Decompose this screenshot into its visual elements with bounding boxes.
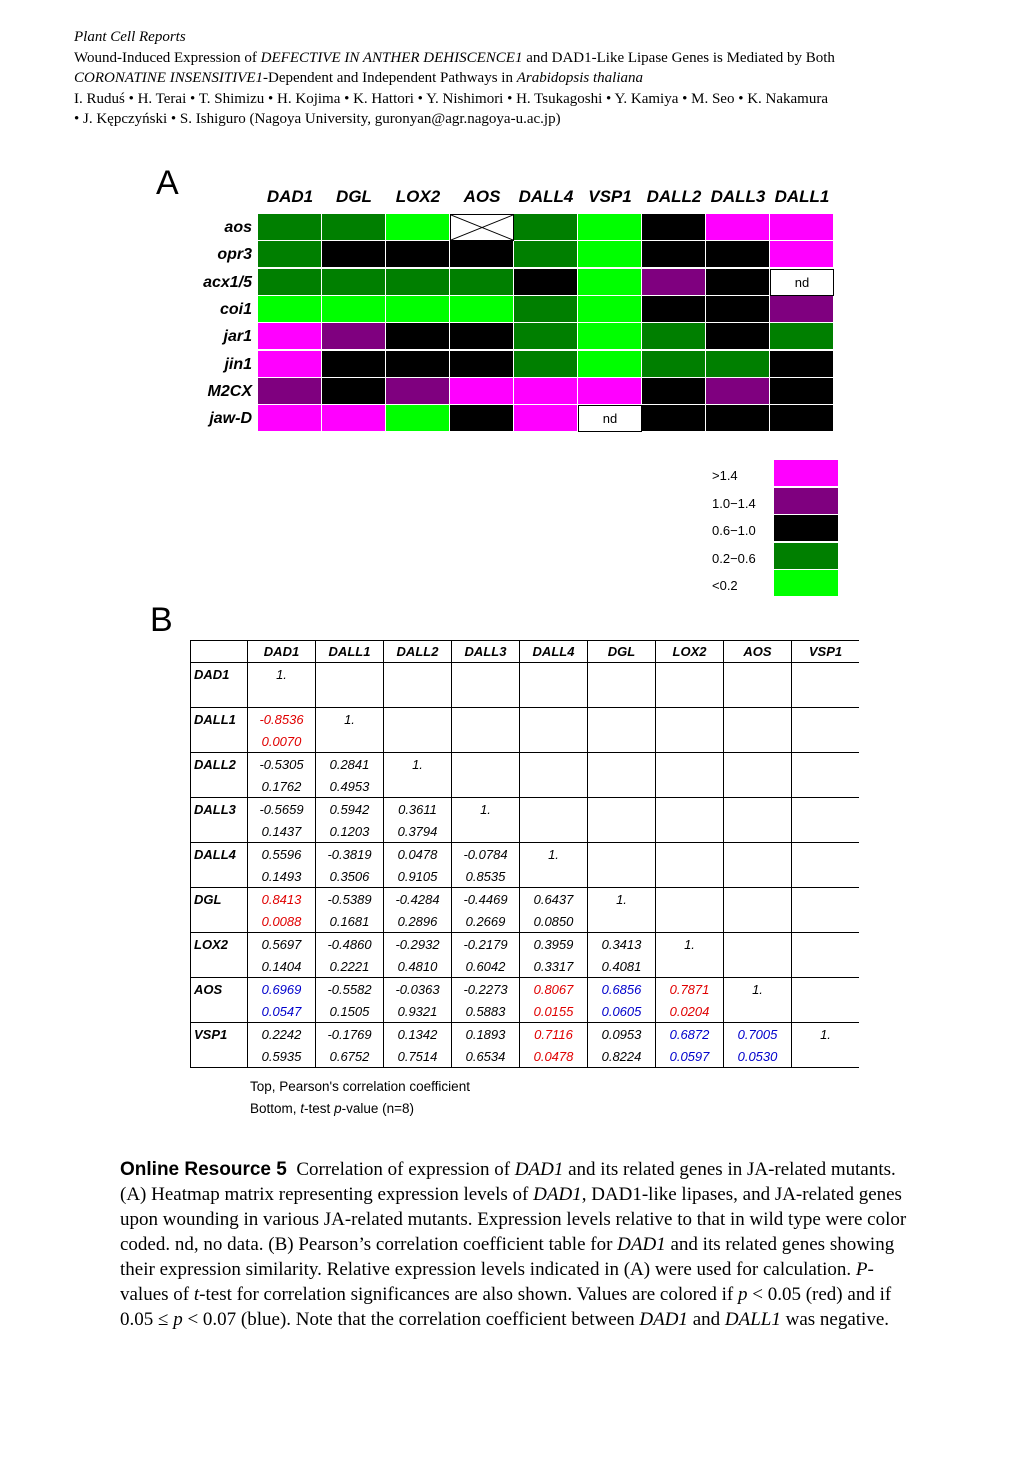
- heatmap-row-header: M2CX: [207, 382, 252, 400]
- empty-cell: [724, 775, 792, 798]
- heatmap-cell: [450, 296, 514, 323]
- p-value: [316, 730, 384, 753]
- p-value: 0.1493: [248, 865, 316, 888]
- correlation-coefficient: 0.5942: [316, 798, 384, 821]
- journal-name: Plant Cell Reports: [74, 29, 186, 45]
- empty-cell: [724, 955, 792, 978]
- heatmap-cell: [386, 241, 450, 268]
- empty-cell: [792, 978, 860, 1001]
- heatmap-cell: [386, 378, 450, 405]
- table-note-bottom: Bottom, t-test p-value (n=8): [250, 1101, 414, 1116]
- empty-cell: [520, 685, 588, 708]
- panel-a-letter: A: [156, 164, 179, 202]
- heatmap-cell: [706, 241, 770, 268]
- correlation-coefficient: 1.: [656, 933, 724, 956]
- heatmap-cell: [706, 351, 770, 378]
- table-column-header: DGL: [588, 641, 656, 663]
- correlation-coefficient: 1.: [520, 843, 588, 866]
- p-value: 0.0155: [520, 1000, 588, 1023]
- p-value: 0.0547: [248, 1000, 316, 1023]
- heatmap-cell: [514, 351, 578, 378]
- heatmap-cell: [450, 269, 514, 296]
- empty-cell: [520, 663, 588, 686]
- heatmap-cell: [322, 323, 386, 350]
- heatmap-row-header: aos: [224, 219, 252, 236]
- p-value: 0.0850: [520, 910, 588, 933]
- legend-label: >1.4: [712, 468, 738, 483]
- empty-cell: [520, 708, 588, 731]
- correlation-coefficient: 1.: [588, 888, 656, 911]
- p-value: 0.3506: [316, 865, 384, 888]
- p-value: 0.0088: [248, 910, 316, 933]
- heatmap-cell: [322, 296, 386, 323]
- empty-cell: [724, 865, 792, 888]
- empty-cell: [588, 843, 656, 866]
- empty-cell: [384, 685, 452, 708]
- legend-label: <0.2: [712, 578, 738, 593]
- heatmap-column-header: DAD1: [266, 187, 314, 206]
- table-row-header: DAD1: [191, 663, 248, 708]
- empty-cell: [792, 865, 860, 888]
- heatmap-cell: [322, 378, 386, 405]
- table-note-top: Top, Pearson's correlation coefficient: [250, 1079, 470, 1094]
- p-value: 0.2221: [316, 955, 384, 978]
- authors-line-1: I. Ruduś • H. Terai • T. Shimizu • H. Kojima • K. Hattori • Y. Nishimori • H. Tsukagoshi • Y. Kamiya • M. Seo • K. Nakamura: [74, 90, 828, 107]
- heatmap-cell-not-applicable: [450, 214, 514, 241]
- heatmap-cell: [578, 351, 642, 378]
- table-column-header: DALL1: [316, 641, 384, 663]
- heatmap-cell: [642, 351, 706, 378]
- empty-cell: [724, 933, 792, 956]
- legend-swatch: [774, 570, 838, 597]
- legend-swatch: [774, 515, 838, 542]
- heatmap-cell: [514, 405, 578, 432]
- heatmap-cell: [770, 214, 834, 241]
- correlation-coefficient: 1.: [248, 663, 316, 686]
- empty-cell: [724, 685, 792, 708]
- table-row-header: DALL2: [191, 753, 248, 798]
- p-value: 0.5883: [452, 1000, 520, 1023]
- correlation-coefficient: 0.1893: [452, 1023, 520, 1046]
- empty-cell: [792, 820, 860, 843]
- heatmap-cell: [258, 269, 322, 296]
- empty-cell: [656, 708, 724, 731]
- p-value: 0.2669: [452, 910, 520, 933]
- empty-cell: [656, 865, 724, 888]
- empty-cell: [724, 730, 792, 753]
- empty-cell: [520, 775, 588, 798]
- heatmap-row-header: jin1: [224, 355, 252, 373]
- empty-cell: [452, 730, 520, 753]
- empty-cell: [588, 775, 656, 798]
- heatmap-cell: [322, 214, 386, 241]
- heatmap-cell: [770, 323, 834, 350]
- table-column-header: DALL2: [384, 641, 452, 663]
- correlation-coefficient: 0.5697: [248, 933, 316, 956]
- p-value: 0.0478: [520, 1045, 588, 1068]
- table-row-header: DALL4: [191, 843, 248, 888]
- legend-swatch: [774, 543, 838, 570]
- correlation-coefficient: 1.: [724, 978, 792, 1001]
- empty-cell: [316, 663, 384, 686]
- table-row-header: AOS: [191, 978, 248, 1023]
- heatmap-cell: [450, 351, 514, 378]
- heatmap-cell: [450, 378, 514, 405]
- empty-cell: [248, 685, 316, 708]
- empty-cell: [792, 775, 860, 798]
- empty-cell: [792, 730, 860, 753]
- heatmap-cell: [386, 405, 450, 432]
- caption-title: Online Resource 5 Correlation of expression of DAD1 and its related genes in JA-related mutants.: [120, 1159, 896, 1180]
- heatmap-cell: [258, 378, 322, 405]
- heatmap-cell: [258, 323, 322, 350]
- empty-cell: [724, 910, 792, 933]
- correlation-coefficient: -0.2273: [452, 978, 520, 1001]
- empty-cell: [452, 663, 520, 686]
- p-value: 0.3317: [520, 955, 588, 978]
- empty-cell: [792, 753, 860, 776]
- empty-cell: [452, 753, 520, 776]
- heatmap-cell: [258, 241, 322, 268]
- correlation-coefficient: 1.: [452, 798, 520, 821]
- heatmap-cell: [386, 296, 450, 323]
- empty-cell: [792, 955, 860, 978]
- empty-cell: [656, 798, 724, 821]
- heatmap-cell: [514, 214, 578, 241]
- empty-cell: [656, 753, 724, 776]
- empty-cell: [724, 798, 792, 821]
- panel-b-letter: B: [150, 601, 173, 639]
- empty-cell: [656, 910, 724, 933]
- empty-cell: [724, 843, 792, 866]
- heatmap-cell: [706, 405, 770, 432]
- heatmap-cell: [450, 241, 514, 268]
- heatmap-column-header: AOS: [463, 187, 501, 206]
- empty-cell: [656, 663, 724, 686]
- heatmap-cell: [514, 269, 578, 296]
- heatmap-cell: [642, 214, 706, 241]
- correlation-coefficient: 1.: [792, 1023, 860, 1046]
- p-value: 0.5935: [248, 1045, 316, 1068]
- correlation-coefficient: -0.4469: [452, 888, 520, 911]
- correlation-coefficient: 0.3959: [520, 933, 588, 956]
- heatmap-cell: [642, 405, 706, 432]
- heatmap-cell: [770, 378, 834, 405]
- heatmap-cell: [322, 241, 386, 268]
- empty-cell: [792, 1000, 860, 1023]
- p-value: 0.3794: [384, 820, 452, 843]
- p-value: 0.0605: [588, 1000, 656, 1023]
- heatmap-cell: [706, 214, 770, 241]
- empty-cell: [792, 910, 860, 933]
- empty-cell: [588, 820, 656, 843]
- heatmap-cell: [258, 296, 322, 323]
- heatmap-cell: [578, 269, 642, 296]
- heatmap-cell: [322, 405, 386, 432]
- heatmap-cell: [258, 351, 322, 378]
- empty-cell: [656, 888, 724, 911]
- heatmap-cell: [578, 378, 642, 405]
- heatmap-cell: [770, 296, 834, 323]
- empty-cell: [452, 708, 520, 731]
- table-column-header: DALL3: [452, 641, 520, 663]
- correlation-coefficient: 0.8067: [520, 978, 588, 1001]
- correlation-coefficient: 0.7871: [656, 978, 724, 1001]
- p-value: 0.4810: [384, 955, 452, 978]
- p-value: 0.7514: [384, 1045, 452, 1068]
- empty-cell: [588, 708, 656, 731]
- correlation-coefficient: -0.2932: [384, 933, 452, 956]
- heatmap-cell: [258, 405, 322, 432]
- paper-title-line-1: Wound-Induced Expression of DEFECTIVE IN ANTHER DEHISCENCE1 and DAD1-Like Lipase Genes is Mediated by Both: [74, 49, 835, 66]
- heatmap-cell: [514, 241, 578, 268]
- p-value: [520, 865, 588, 888]
- p-value: 0.0530: [724, 1045, 792, 1068]
- empty-cell: [724, 663, 792, 686]
- p-value: 0.6752: [316, 1045, 384, 1068]
- heatmap-cell: [514, 378, 578, 405]
- p-value: [656, 955, 724, 978]
- heatmap-cell: [514, 323, 578, 350]
- heatmap-cell: [706, 378, 770, 405]
- table-row-header: LOX2: [191, 933, 248, 978]
- heatmap-cell: [514, 296, 578, 323]
- p-value: 0.6534: [452, 1045, 520, 1068]
- p-value: 0.0597: [656, 1045, 724, 1068]
- empty-cell: [656, 843, 724, 866]
- empty-cell: [520, 730, 588, 753]
- heatmap-cell-nd: nd: [770, 269, 834, 296]
- heatmap-cell: [706, 296, 770, 323]
- heatmap-cell-nd: nd: [578, 405, 642, 432]
- empty-cell: [724, 708, 792, 731]
- heatmap-cell: [450, 405, 514, 432]
- heatmap-column-header: DALL3: [710, 187, 766, 206]
- empty-cell: [792, 798, 860, 821]
- correlation-coefficient: 0.2841: [316, 753, 384, 776]
- correlation-coefficient: 1.: [384, 753, 452, 776]
- empty-cell: [792, 685, 860, 708]
- p-value: 0.1404: [248, 955, 316, 978]
- heatmap-cell: [770, 405, 834, 432]
- correlation-coefficient: 0.3611: [384, 798, 452, 821]
- correlation-coefficient: -0.5305: [248, 753, 316, 776]
- correlation-coefficient: 0.8413: [248, 888, 316, 911]
- heatmap-cell: [642, 323, 706, 350]
- heatmap-column-header: DALL1: [774, 187, 830, 206]
- p-value: 0.8535: [452, 865, 520, 888]
- correlation-coefficient: -0.0784: [452, 843, 520, 866]
- empty-cell: [656, 820, 724, 843]
- heatmap-cell: [578, 241, 642, 268]
- legend-label: 1.0−1.4: [712, 495, 756, 511]
- heatmap-column-header: VSP1: [588, 187, 632, 206]
- p-value: 0.1762: [248, 775, 316, 798]
- empty-cell: [656, 685, 724, 708]
- p-value: [384, 775, 452, 798]
- correlation-coefficient: -0.8536: [248, 708, 316, 731]
- table-row-header: DALL1: [191, 708, 248, 753]
- p-value: 0.1437: [248, 820, 316, 843]
- heatmap-column-header: DALL4: [518, 187, 574, 206]
- empty-cell: [452, 685, 520, 708]
- table-column-header: LOX2: [656, 641, 724, 663]
- legend-label: 0.2−0.6: [712, 550, 756, 566]
- heatmap-cell: [706, 323, 770, 350]
- heatmap-cell: [642, 296, 706, 323]
- p-value: 0.8224: [588, 1045, 656, 1068]
- heatmap-cell: [706, 269, 770, 296]
- heatmap-column-header: DGL: [336, 187, 372, 206]
- correlation-coefficient: 0.3413: [588, 933, 656, 956]
- heatmap-cell: [386, 269, 450, 296]
- correlation-coefficient: -0.5659: [248, 798, 316, 821]
- heatmap-cell: [642, 241, 706, 268]
- correlation-table: [190, 640, 859, 1068]
- empty-cell: [792, 933, 860, 956]
- empty-cell: [588, 663, 656, 686]
- heatmap-cell: [578, 214, 642, 241]
- correlation-coefficient: -0.4860: [316, 933, 384, 956]
- heatmap-cell: [386, 323, 450, 350]
- empty-cell: [792, 663, 860, 686]
- empty-cell: [588, 753, 656, 776]
- p-value: 0.2896: [384, 910, 452, 933]
- correlation-coefficient: 0.2242: [248, 1023, 316, 1046]
- table-row-header: DGL: [191, 888, 248, 933]
- p-value: 0.1505: [316, 1000, 384, 1023]
- table-column-header: DALL4: [520, 641, 588, 663]
- correlation-coefficient: 0.7116: [520, 1023, 588, 1046]
- empty-cell: [520, 820, 588, 843]
- heatmap-cell: [322, 351, 386, 378]
- heatmap-cell: [770, 351, 834, 378]
- p-value: 0.9105: [384, 865, 452, 888]
- correlation-coefficient: -0.0363: [384, 978, 452, 1001]
- heatmap-cell: [322, 269, 386, 296]
- empty-cell: [724, 888, 792, 911]
- empty-cell: [724, 820, 792, 843]
- correlation-coefficient: 0.1342: [384, 1023, 452, 1046]
- empty-cell: [588, 730, 656, 753]
- heatmap-cell: [578, 296, 642, 323]
- correlation-coefficient: 0.0478: [384, 843, 452, 866]
- empty-cell: [588, 798, 656, 821]
- figure-caption: [120, 1157, 920, 1332]
- p-value: 0.6042: [452, 955, 520, 978]
- authors-line-2: • J. Kępczyński • S. Ishiguro (Nagoya University, guronyan@agr.nagoya-u.ac.jp): [74, 111, 561, 127]
- p-value: [452, 820, 520, 843]
- table-row-header: DALL3: [191, 798, 248, 843]
- p-value: 0.4081: [588, 955, 656, 978]
- correlation-coefficient: -0.2179: [452, 933, 520, 956]
- correlation-coefficient: -0.5389: [316, 888, 384, 911]
- empty-cell: [384, 663, 452, 686]
- p-value: 0.0070: [248, 730, 316, 753]
- empty-cell: [792, 708, 860, 731]
- p-value: 0.1681: [316, 910, 384, 933]
- heatmap-row-header: coi1: [219, 300, 252, 318]
- heatmap-column-header: DALL2: [646, 187, 702, 206]
- correlation-coefficient: 0.5596: [248, 843, 316, 866]
- legend-label: 0.6−1.0: [712, 523, 756, 538]
- correlation-coefficient: 0.6437: [520, 888, 588, 911]
- p-value: 0.4953: [316, 775, 384, 798]
- heatmap-row-header: jaw-D: [209, 410, 252, 428]
- heatmap-cell: [642, 378, 706, 405]
- table-column-header: AOS: [724, 641, 792, 663]
- heatmap-row-header: opr3: [217, 246, 252, 264]
- correlation-coefficient: -0.3819: [316, 843, 384, 866]
- empty-cell: [384, 708, 452, 731]
- empty-cell: [452, 775, 520, 798]
- table-corner: [191, 641, 248, 663]
- empty-cell: [792, 888, 860, 911]
- table-row-header: VSP1: [191, 1023, 248, 1068]
- heatmap-cell: [450, 323, 514, 350]
- p-value: 0.1203: [316, 820, 384, 843]
- p-value: 0.0204: [656, 1000, 724, 1023]
- correlation-coefficient: -0.4284: [384, 888, 452, 911]
- empty-cell: [384, 730, 452, 753]
- correlation-coefficient: 1.: [316, 708, 384, 731]
- empty-cell: [588, 685, 656, 708]
- empty-cell: [792, 843, 860, 866]
- caption-body: (A) Heatmap matrix representing expression levels of DAD1, DAD1-like lipases, and JA-related genes upon wounding in various JA-related mutants. Expression levels relative to that in wild type were color coded. nd, no data. (B) Pearson’s correlation coefficient table for DAD1 and its related genes showing their expression similarity. Relative expression levels indicated in (A) were used for calculation. P-values of t-test for correlation significances are also shown. Values are colored if p < 0.05 (red) and if 0.05 ≤ p < 0.07 (blue). Note that the correlation coefficient between DAD1 and DALL1 was negative.: [120, 1184, 907, 1330]
- correlation-coefficient: 0.6969: [248, 978, 316, 1001]
- correlation-coefficient: 0.6872: [656, 1023, 724, 1046]
- legend-swatch: [774, 460, 838, 487]
- empty-cell: [520, 753, 588, 776]
- correlation-coefficient: 0.7005: [724, 1023, 792, 1046]
- heatmap-column-header: LOX2: [395, 187, 441, 206]
- heatmap-cell: [386, 351, 450, 378]
- correlation-coefficient: 0.6856: [588, 978, 656, 1001]
- empty-cell: [588, 865, 656, 888]
- table-column-header: VSP1: [792, 641, 860, 663]
- heatmap-cell: [642, 269, 706, 296]
- empty-cell: [656, 730, 724, 753]
- correlation-coefficient: 0.0953: [588, 1023, 656, 1046]
- correlation-coefficient: -0.5582: [316, 978, 384, 1001]
- p-value: [724, 1000, 792, 1023]
- p-value: 0.9321: [384, 1000, 452, 1023]
- heatmap-cell: [386, 214, 450, 241]
- p-value: [792, 1045, 860, 1068]
- empty-cell: [316, 685, 384, 708]
- p-value: [588, 910, 656, 933]
- empty-cell: [656, 775, 724, 798]
- empty-cell: [520, 798, 588, 821]
- correlation-coefficient: -0.1769: [316, 1023, 384, 1046]
- paper-title-line-2: CORONATINE INSENSITIVE1-Dependent and Independent Pathways in Arabidopsis thaliana: [74, 70, 643, 86]
- heatmap-cell: [770, 241, 834, 268]
- heatmap-row-header: jar1: [223, 328, 252, 346]
- empty-cell: [724, 753, 792, 776]
- heatmap-cell: [258, 214, 322, 241]
- paper-header: [74, 27, 974, 130]
- heatmap-row-header: acx1/5: [203, 273, 252, 291]
- legend-swatch: [774, 488, 838, 515]
- table-column-header: DAD1: [248, 641, 316, 663]
- heatmap-cell: [578, 323, 642, 350]
